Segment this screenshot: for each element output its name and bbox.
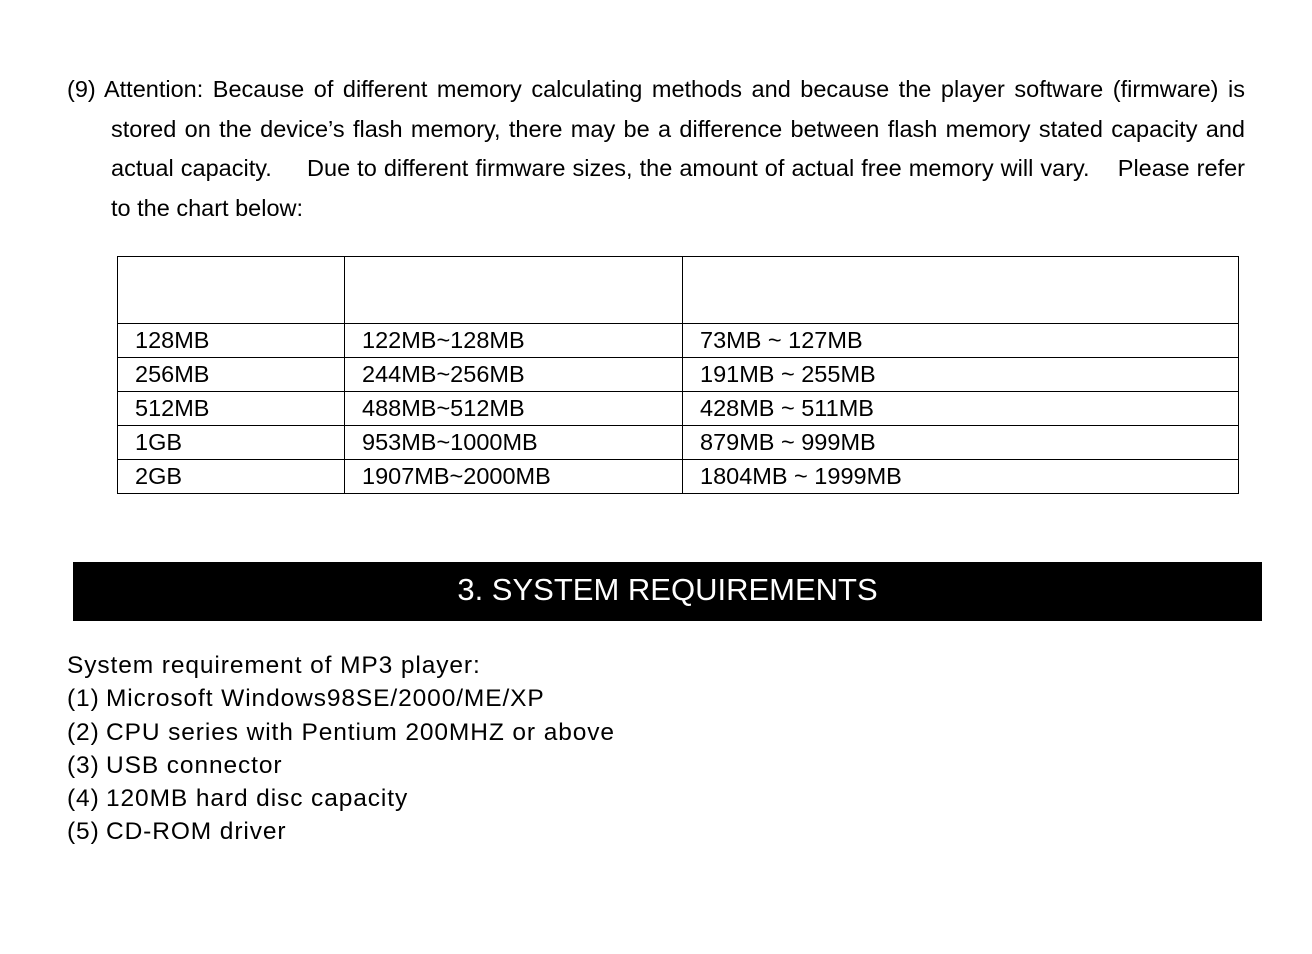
header-cell-free-memory [683,257,1239,324]
list-item-text: USB connector [106,751,283,779]
list-item-text: Microsoft Windows98SE/2000/ME/XP [106,685,545,713]
actual-capacity-cell: 1907MB~2000MB [345,460,683,494]
table-row [118,358,1239,392]
list-item-number: (5) [67,818,100,846]
list-item [67,749,615,782]
attention-paragraph: (9) Attention: Because of different memory calculating methods and because the player software (firmware) is stored on the device’s flash memory, there may be a difference between flash memory stated capacity and actual capacity. Due to different firmware sizes, the amount of actual free memory will vary. Please refer to the chart below: [67,76,1245,222]
requirements-intro: System requirement of MP3 player: [67,652,481,679]
list-item [67,815,615,848]
list-item [67,682,615,715]
system-requirements-list [67,649,615,849]
stated-capacity-cell: 256MB [118,358,345,392]
actual-capacity-cell: 488MB~512MB [345,392,683,426]
list-item-number: (3) [67,751,100,779]
actual-capacity-cell: 122MB~128MB [345,324,683,358]
list-item-text: CPU series with Pentium 200MHZ or above [106,718,615,746]
header-cell-stated-capacity [118,257,345,324]
list-item-number: (1) [67,685,100,713]
table-row [118,460,1239,494]
actual-capacity-cell: 244MB~256MB [345,358,683,392]
stated-capacity-cell: 2GB [118,460,345,494]
list-item-text: CD-ROM driver [106,818,287,846]
free-memory-cell: 73MB ~ 127MB [683,324,1239,358]
section-heading-banner [73,562,1262,621]
stated-capacity-cell: 128MB [118,324,345,358]
section-title: 3. SYSTEM REQUIREMENTS [457,572,878,607]
table-row [118,392,1239,426]
list-item-text: 120MB hard disc capacity [106,785,409,813]
list-item-number: (4) [67,785,100,813]
free-memory-cell: 191MB ~ 255MB [683,358,1239,392]
free-memory-cell: 428MB ~ 511MB [683,392,1239,426]
table-row [118,426,1239,460]
free-memory-cell: 879MB ~ 999MB [683,426,1239,460]
list-item-number: (2) [67,718,100,746]
stated-capacity-cell: 1GB [118,426,345,460]
list-item [67,782,615,815]
free-memory-cell: 1804MB ~ 1999MB [683,460,1239,494]
memory-capacity-table [117,256,1239,494]
table-row [118,324,1239,358]
header-cell-actual-capacity [345,257,683,324]
actual-capacity-cell: 953MB~1000MB [345,426,683,460]
list-item [67,716,615,749]
stated-capacity-cell: 512MB [118,392,345,426]
table-header-row [118,257,1239,324]
